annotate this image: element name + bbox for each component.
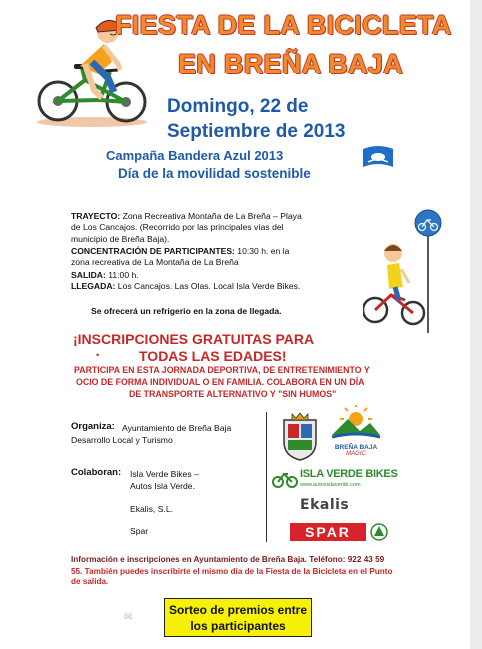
page-edge-shadow: [470, 0, 482, 649]
event-date-line-2: Septiembre de 2013: [167, 121, 346, 142]
spar-logo: [290, 523, 388, 543]
exit-text: 11:00 h.: [105, 270, 139, 280]
raffle-box: [164, 598, 312, 637]
raffle-line-2: los participantes: [190, 619, 286, 633]
mobility-day-line: Día de la movilidad sostenible: [118, 166, 311, 181]
exit-info: [71, 270, 139, 281]
footer-info-line-2: 55. También puedes inscribirte el mismo día de la Fiesta de la Bicicleta en el Punto: [71, 567, 393, 576]
refreshment-note: Se ofrecerá un refrigerio en la zona de llegada.: [91, 306, 282, 316]
divider: [266, 412, 267, 542]
collaborator-2: Autos Isla Verde.: [130, 481, 195, 491]
route-label: TRAYECTO:: [71, 211, 121, 221]
blue-flag-icon: [360, 145, 396, 171]
route-info: [71, 211, 302, 245]
spar-logo-text: SPAR: [290, 523, 366, 541]
brena-baja-logo-text: BREÑA BAJA: [334, 444, 378, 451]
ekalis-logo: Ekalis: [300, 497, 350, 513]
bullet-mark: •: [96, 350, 100, 360]
meeting-info: [71, 246, 289, 269]
arrival-info: [71, 281, 300, 292]
brena-baja-sun-icon: [330, 405, 382, 439]
event-date-line-1: Domingo, 22 de: [167, 96, 309, 117]
collaborator-1: Isla Verde Bikes –: [130, 469, 199, 479]
brena-baja-logo: [330, 405, 382, 463]
isla-verde-logo-text: ISLA VERDE BIKES: [300, 468, 398, 480]
collaborator-4: Spar: [130, 526, 149, 536]
organizer-line-1: Ayuntamiento de Breña Baja: [122, 423, 232, 433]
bicycle-icon: [272, 470, 298, 488]
isla-verde-logo-url: www.autosislaverde.com: [300, 482, 361, 488]
registration-line-2: TODAS LAS EDADES!: [139, 348, 287, 364]
campaign-line: Campaña Bandera Azul 2013: [106, 148, 284, 163]
arrival-label: LLEGADA:: [71, 281, 116, 291]
raffle-line-1: Sorteo de premios entre: [168, 603, 308, 617]
brena-baja-logo-sub: MAGIC: [346, 451, 366, 457]
spar-tree-icon: [370, 523, 388, 541]
route-text-2: de Los Cancajos. (Recorrido por las principales vías del: [71, 222, 284, 233]
registration-line-1: ¡INSCRIPCIONES GRATUITAS PARA: [73, 331, 315, 347]
participate-line-3: DE TRANSPORTE ALTERNATIVO Y "SIN HUMOS": [129, 389, 337, 399]
paperclip-icon: ✉: [124, 612, 133, 623]
route-text-3: municipio de Breña Baja).: [71, 233, 170, 244]
footer-info-line-1: Información e inscripciones en Ayuntamiento de Breña Baja. Teléfono: 922 43 59: [71, 555, 385, 564]
bike-lane-sign-icon: [363, 205, 463, 335]
title-line-1: FIESTA DE LA BICICLETA: [115, 10, 452, 40]
meeting-text-1: 10:30 h. en la: [234, 246, 290, 256]
route-text-1: Zona Recreativa Montaña de La Breña – Playa: [120, 211, 302, 221]
participate-line-2: OCIO DE FORMA INDIVIDUAL O EN FAMILIA. COLABORA EN UN DÍA: [76, 377, 365, 387]
footer-info-line-3: de salida.: [71, 577, 109, 586]
isla-verde-logo: [272, 466, 398, 492]
meeting-text-2: zona recreativa de La Montaña de La Breña: [71, 257, 239, 268]
exit-label: SALIDA:: [71, 270, 106, 280]
participate-line-1: PARTICIPA EN ESTA JORNADA DEPORTIVA, DE ENTRETENIMIENTO Y: [74, 365, 370, 375]
title-line-2: EN BREÑA BAJA: [178, 49, 403, 79]
meeting-label: CONCENTRACIÓN DE PARTICIPANTES:: [71, 246, 235, 256]
coat-of-arms-icon: [278, 412, 322, 462]
arrival-text: Los Cancajos. Las Olas. Local Isla Verde Bikes.: [115, 281, 301, 291]
organizer-line-2: Desarrollo Local y Turismo: [71, 435, 173, 445]
collaborator-3: Ekalis, S.L.: [130, 504, 173, 514]
organizer-label: Organiza:: [71, 421, 115, 432]
collaborators-label: Colaboran:: [71, 467, 122, 478]
